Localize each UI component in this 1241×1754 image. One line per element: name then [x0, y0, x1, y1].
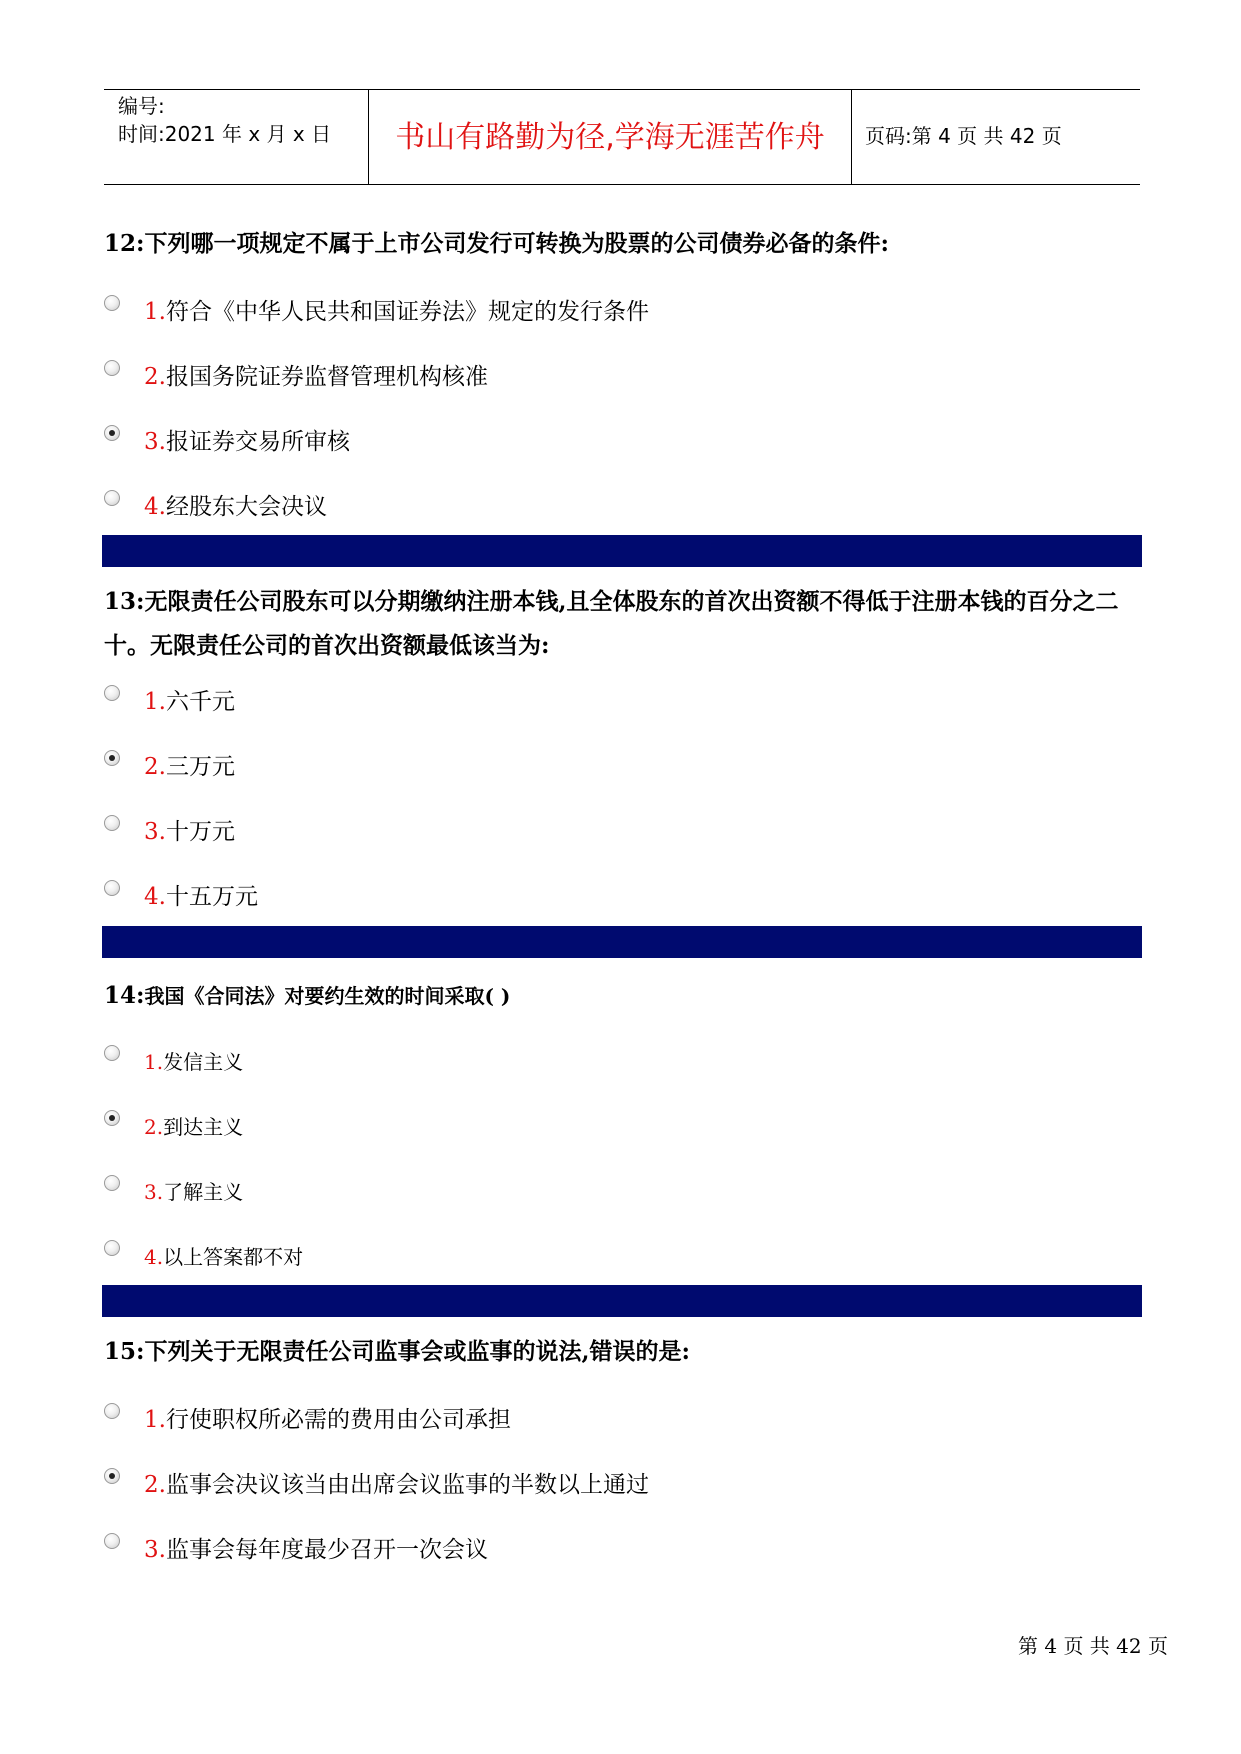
- radio-button-icon[interactable]: [104, 1533, 120, 1549]
- option-label: [144, 752, 235, 782]
- option-number: 2.: [144, 1115, 164, 1139]
- option-number: 3.: [144, 429, 166, 455]
- option-label: [144, 1177, 243, 1207]
- option-number: 2.: [144, 1472, 166, 1498]
- option-text: 经股东大会决议: [165, 494, 327, 520]
- option-number: 4.: [144, 884, 166, 910]
- question-12-title: 12:下列哪一项规定不属于上市公司发行可转换为股票的公司债券必备的条件:: [104, 230, 889, 257]
- radio-button-icon[interactable]: [104, 880, 120, 896]
- option-text: 报证券交易所审核: [165, 429, 350, 455]
- option-label: [144, 1470, 649, 1500]
- radio-button-icon[interactable]: [104, 815, 120, 831]
- question-divider-bar: [102, 926, 1142, 958]
- radio-button-icon[interactable]: [104, 1403, 120, 1419]
- question-divider-bar: [102, 1285, 1142, 1317]
- radio-button-icon[interactable]: [104, 490, 120, 506]
- document-header: [104, 89, 1140, 185]
- question-number: 14:: [104, 982, 145, 1009]
- radio-button-icon[interactable]: [104, 360, 120, 376]
- option-text: 十万元: [165, 819, 235, 845]
- page-label: 页码:第 4 页 共 42 页: [865, 124, 1062, 148]
- option-text: 符合《中华人民共和国证券法》规定的发行条件: [165, 299, 649, 325]
- radio-button-checked-icon[interactable]: [104, 1110, 120, 1126]
- question-13-title: 13:无限责任公司股东可以分期缴纳注册本钱,且全体股东的首次出资额不得低于注册本钱的百分之二十。无限责任公司的首次出资额最低该当为:: [104, 588, 1119, 659]
- radio-button-icon[interactable]: [104, 1045, 120, 1061]
- option-text: 了解主义: [163, 1180, 244, 1204]
- option-number: 2.: [144, 754, 166, 780]
- question-15-title: 15:下列关于无限责任公司监事会或监事的说法,错误的是:: [104, 1338, 690, 1365]
- option-text: 发信主义: [163, 1050, 244, 1074]
- option-label: [144, 1112, 243, 1142]
- option-number: 1.: [144, 299, 166, 325]
- option-text: 十五万元: [165, 884, 258, 910]
- header-motto-cell: [368, 90, 852, 184]
- option-label: [144, 1242, 303, 1272]
- option-text: 到达主义: [163, 1115, 244, 1139]
- number-label: 编号:: [118, 94, 165, 118]
- option-label: [144, 362, 488, 392]
- question-14-title: [104, 974, 510, 1018]
- option-number: 1.: [144, 1407, 166, 1433]
- option-text: 六千元: [165, 689, 235, 715]
- time-label: 时间:2021 年 x 月 x 日: [118, 122, 332, 146]
- question-text: 我国《合同法》对要约生效的时间采取( ): [144, 984, 511, 1008]
- option-number: 3.: [144, 1537, 166, 1563]
- option-number: 2.: [144, 364, 166, 390]
- option-label: [144, 297, 649, 327]
- radio-button-checked-icon[interactable]: [104, 425, 120, 441]
- radio-button-icon[interactable]: [104, 1240, 120, 1256]
- radio-button-icon[interactable]: [104, 295, 120, 311]
- option-text: 监事会每年度最少召开一次会议: [165, 1537, 488, 1563]
- option-number: 1.: [144, 689, 166, 715]
- option-label: [144, 492, 327, 522]
- option-text: 报国务院证券监督管理机构核准: [165, 364, 488, 390]
- motto-text: 书山有路勤为径,学海无涯苦作舟: [395, 120, 825, 155]
- option-label: [144, 817, 235, 847]
- option-label: [144, 1047, 243, 1077]
- header-page-cell: [851, 90, 1140, 184]
- radio-button-checked-icon[interactable]: [104, 1468, 120, 1484]
- page-footer: 第 4 页 共 42 页: [1018, 1634, 1168, 1658]
- question-divider-bar: [102, 535, 1142, 567]
- option-label: [144, 687, 235, 717]
- option-number: 3.: [144, 819, 166, 845]
- option-number: 4.: [144, 494, 166, 520]
- radio-button-icon[interactable]: [104, 1175, 120, 1191]
- option-number: 4.: [144, 1245, 164, 1269]
- radio-button-checked-icon[interactable]: [104, 750, 120, 766]
- header-meta-cell: [104, 90, 368, 184]
- option-text: 三万元: [165, 754, 235, 780]
- option-text: 监事会决议该当由出席会议监事的半数以上通过: [165, 1472, 649, 1498]
- radio-button-icon[interactable]: [104, 685, 120, 701]
- option-text: 以上答案都不对: [163, 1245, 304, 1269]
- option-text: 行使职权所必需的费用由公司承担: [165, 1407, 511, 1433]
- option-label: [144, 1535, 488, 1565]
- option-number: 3.: [144, 1180, 164, 1204]
- option-label: [144, 427, 350, 457]
- option-number: 1.: [144, 1050, 164, 1074]
- option-label: [144, 882, 258, 912]
- option-label: [144, 1405, 511, 1435]
